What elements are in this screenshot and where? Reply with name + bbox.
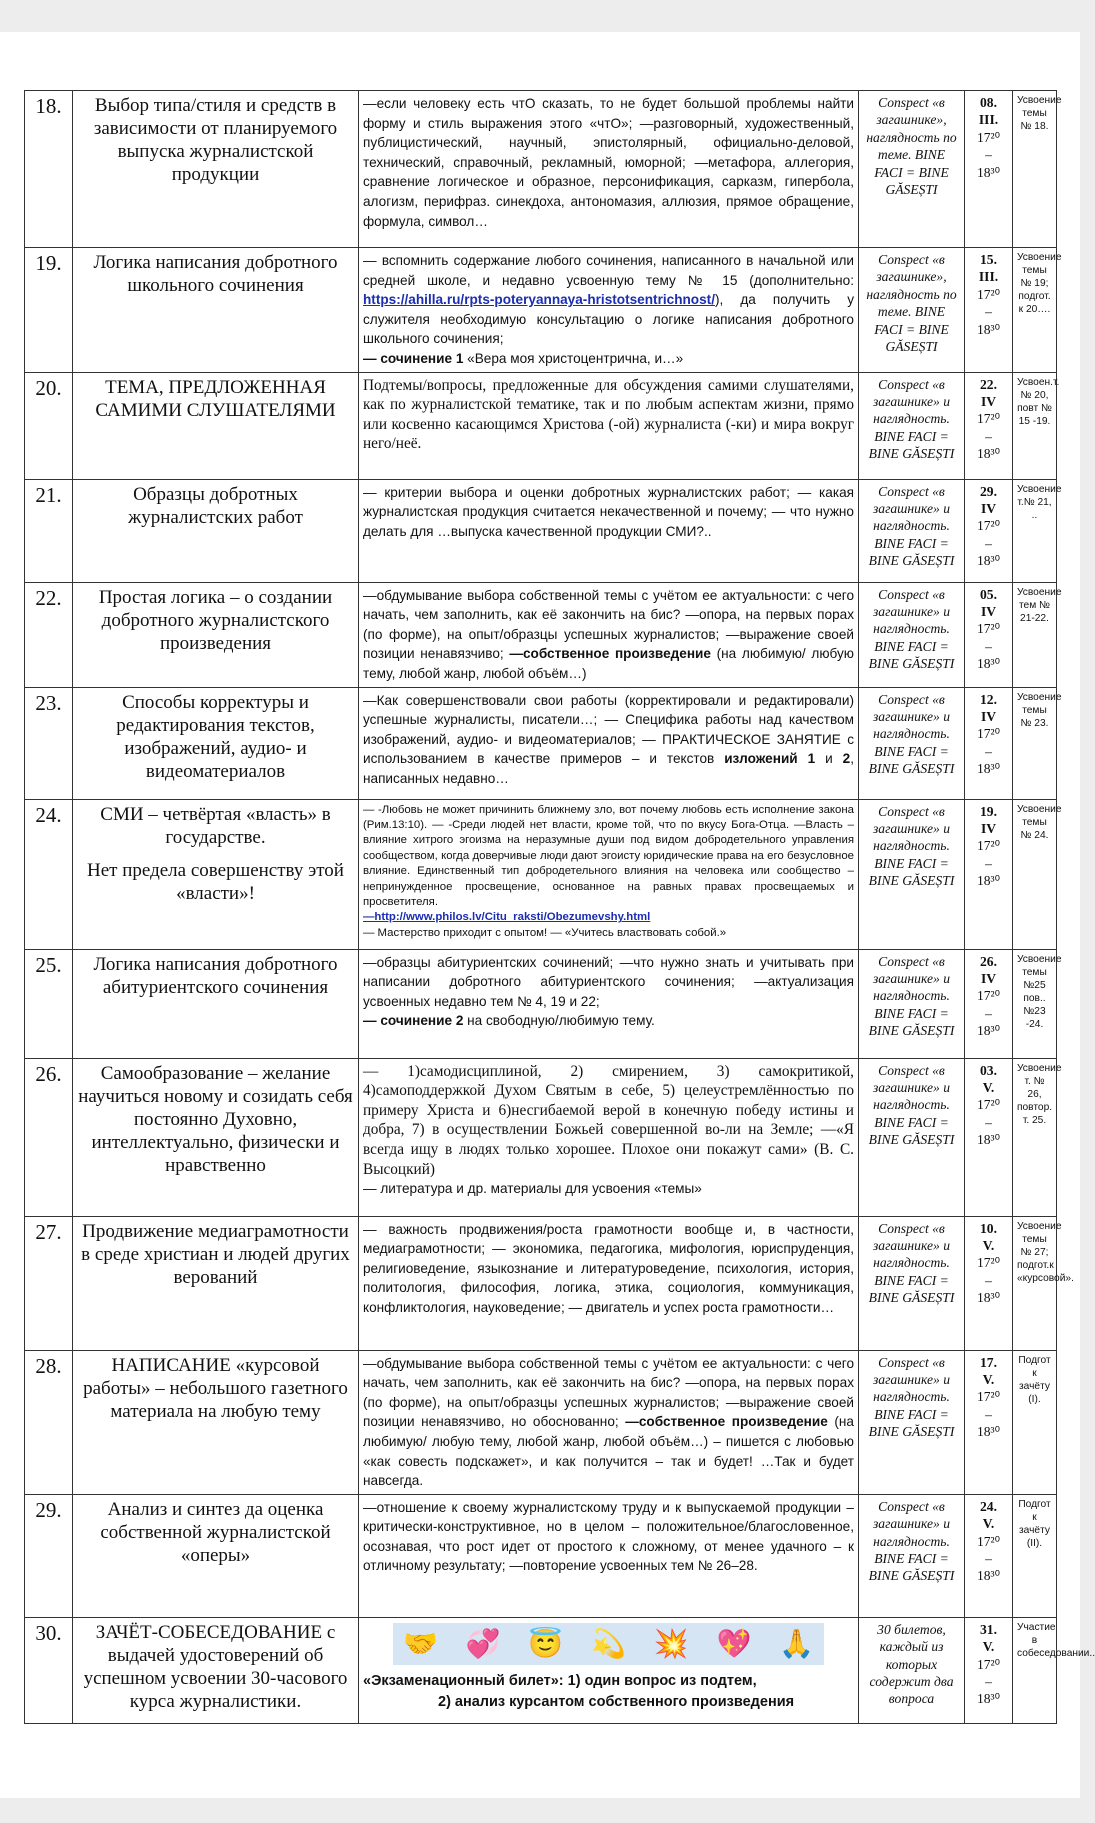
praying-hands-icon: 🙏	[779, 1627, 814, 1659]
row-topic: ТЕМА, ПРЕДЛОЖЕННАЯ САМИМИ СЛУШАТЕЛЯМИ	[73, 372, 359, 479]
row-date	[965, 687, 1013, 799]
time-start: 17²⁰	[976, 286, 1001, 302]
row-result: Усвоение темы № 23.	[1013, 687, 1057, 799]
row-description	[359, 1617, 859, 1723]
row-topic	[73, 799, 359, 949]
row-topic: НАПИСАНИЕ «курсовой работы» – небольшого газетного материала на любую тему	[73, 1350, 359, 1494]
row-number: 28.	[25, 1350, 73, 1494]
time-end: 18³⁰	[976, 1691, 1001, 1707]
date-month: IV	[980, 820, 997, 836]
row-number: 18.	[25, 91, 73, 248]
time-end: 18³⁰	[976, 553, 1001, 569]
desc-text: — 1)самодисциплиной, 2) смирением, 3) самокритикой, 4)самоподдержкой Духом Святым в себе, 5) целеустремлённостью по примеру Христа и 6)несгибаемой верой в конечную победу истины и добра, 7) в осуществлении Божьей совершенной во-ли на Земле; —«Я всегда ищу в людях только хорошее. Плохое они покажут сами» (В. С. Высоцкий)	[363, 1062, 854, 1178]
date-day: 12.	[980, 691, 997, 707]
essay-label: — сочинение 2	[363, 1013, 464, 1029]
row-topic: Простая логика – о создании добротного журналистского произведения	[73, 582, 359, 687]
row-method: Conspect «в загашнике», наглядность по теме. BINE FACI = BINE GĂSEȘTI	[859, 248, 965, 373]
row-result: Усвоение темы № 18.	[1013, 91, 1057, 248]
date-day: 26.	[980, 953, 997, 969]
date-day: 15.	[980, 252, 997, 267]
date-month: III.	[978, 269, 999, 285]
row-number: 30.	[25, 1617, 73, 1723]
table-row	[25, 582, 1057, 687]
angel-face-icon: 😇	[528, 1627, 564, 1659]
row-description	[359, 1058, 859, 1216]
row-number: 23.	[25, 687, 73, 799]
row-date	[965, 949, 1013, 1058]
ticket-line: «Экзаменационный билет»: 1) один вопрос из подтем,	[363, 1672, 757, 1689]
emoji-strip	[393, 1623, 824, 1665]
table-row	[25, 248, 1057, 373]
date-month: IV	[980, 970, 997, 986]
row-description	[359, 949, 859, 1058]
row-method: Conspect «в загашнике» и наглядность. BINE FACI = BINE GĂSEȘTI	[859, 949, 965, 1058]
date-day: 17.	[980, 1354, 997, 1370]
desc-text: , написанных недавно…	[363, 751, 854, 786]
desc-text: —обдумывание выбора собственной темы с учётом ее актуальности: с чего начать, чем заполнить, как её закончить на бис? —опора, на первых порах (по форме), на опыт/образцы успешных журналистов; —выражение своей позиции ненавязчиво, но обоснованно;	[363, 1355, 854, 1430]
date-day: 19.	[980, 803, 997, 819]
row-date	[965, 1216, 1013, 1350]
row-result: Усвоение темы № 27; подгот.к «курсовой».	[1013, 1216, 1057, 1350]
date-month: IV	[980, 603, 997, 619]
row-result: Усвоение темы № 19; подгот. к 20….	[1013, 248, 1057, 373]
row-result: Подгот к зачёту (II).	[1013, 1494, 1057, 1617]
table-row	[25, 91, 1057, 248]
time-dash: –	[985, 1406, 992, 1422]
desc-text: на свободную/любимую тему.	[463, 1013, 655, 1029]
row-date	[965, 248, 1013, 373]
time-dash: –	[985, 743, 992, 759]
time-start: 17²⁰	[976, 518, 1001, 534]
time-end: 18³⁰	[976, 446, 1001, 462]
row-method: Conspect «в загашнике» и наглядность. BINE FACI = BINE GĂSEȘTI	[859, 479, 965, 582]
table-body	[25, 91, 1095, 1724]
row-topic: ЗАЧЁТ-СОБЕСЕДОВАНИЕ с выдачей удостоверений об успешном усвоении 30-часового курса журналистики.	[73, 1617, 359, 1723]
row-description: — критерии выбора и оценки добротных журналистских работ; — какая журналистская продукция считается некачественной и почему; — что нужно делать для …выпуска качественной продукции СМИ?..	[359, 479, 859, 582]
time-end: 18³⁰	[976, 656, 1001, 672]
desc-text: (на любимую/ любую тему, любой жанр, любой объём…)	[363, 646, 854, 681]
time-end: 18³⁰	[976, 1290, 1001, 1306]
time-end: 18³⁰	[976, 873, 1001, 889]
row-description: Подтемы/вопросы, предложенные для обсуждения самими слушателями, как по журналистской тематике, так и по любым аспектам жизни, прямо или косвенно касающимся Христова (-ой) журналиста (-ки) и мира вокруг него/неё.	[359, 372, 859, 479]
row-result: Усвоение тем № 21-22.	[1013, 582, 1057, 687]
ticket-line: 2) анализ курсантом собственного произведения	[438, 1693, 795, 1710]
topic-line: Нет предела совершенству этой «власти»!	[87, 859, 344, 904]
row-topic: Анализ и синтез да оценка собственной журналистской «оперы»	[73, 1494, 359, 1617]
time-dash: –	[985, 147, 992, 163]
row-description: —отношение к своему журналистскому труду и к выпускаемой продукции – критически-конструктивное, но в целом – положительное/благословенное, осознавая, что рост идет от простого к сложному, от менее удачного – к отличному результату; —повторение усвоенных тем № 26–28.	[359, 1494, 859, 1617]
row-number: 24.	[25, 799, 73, 949]
time-dash: –	[985, 638, 992, 654]
table-row	[25, 1216, 1057, 1350]
desc-text: —обдумывание выбора собственной темы с учётом ее актуальности: с чего начать, чем заполнить, как её закончить на бис? —опора, на первых порах (по форме), на опыт/образцы успешных журналистов; —выражение своей позиции ненавязчиво;	[363, 587, 854, 662]
row-description	[359, 1350, 859, 1494]
handshake-icon: 🤝	[403, 1627, 438, 1659]
time-end: 18³⁰	[976, 1424, 1001, 1440]
time-end: 18³⁰	[976, 321, 1001, 337]
desc-text: — Мастерство приходит с опытом! — «Учитесь властвовать собой.»	[363, 926, 727, 939]
table-row	[25, 799, 1057, 949]
date-month: IV	[980, 393, 997, 409]
date-day: 29.	[980, 483, 997, 499]
row-method: 30 билетов, каждый из которых содержит два вопроса	[859, 1617, 965, 1723]
row-number: 19.	[25, 248, 73, 373]
row-number: 21.	[25, 479, 73, 582]
row-result: Усвоение темы № 24.	[1013, 799, 1057, 949]
row-date	[965, 1058, 1013, 1216]
row-result: Участие в собеседовании..	[1013, 1617, 1057, 1723]
row-result: Усвоение т. № 26, повтор. т. 25.	[1013, 1058, 1057, 1216]
summary-label: 2	[842, 751, 851, 767]
date-day: 08.	[980, 95, 997, 110]
table-row	[25, 372, 1057, 479]
time-dash: –	[985, 304, 992, 320]
row-topic: Логика написания добротного абитуриентского сочинения	[73, 949, 359, 1058]
course-plan-table	[24, 90, 1095, 1724]
date-month: V.	[982, 1516, 995, 1532]
date-day: 05.	[980, 586, 997, 602]
date-day: 03.	[980, 1062, 997, 1078]
row-topic: Продвижение медиаграмотности в среде христиан и людей других верований	[73, 1216, 359, 1350]
own-work-label: —собственное произведение	[509, 646, 711, 662]
time-start: 17²⁰	[976, 621, 1001, 637]
row-description	[359, 582, 859, 687]
document-sheet	[0, 32, 1095, 1798]
row-method: Conspect «в загашнике», наглядность по теме. BINE FACI = BINE GĂSEȘTI	[859, 91, 965, 248]
row-description	[359, 799, 859, 949]
time-dash: –	[985, 1550, 992, 1566]
time-dash: –	[985, 1005, 992, 1021]
exam-ticket	[363, 1671, 854, 1713]
row-method: Conspect «в загашнике» и наглядность. BINE FACI = BINE GĂSEȘTI	[859, 1350, 965, 1494]
time-dash: –	[985, 1272, 992, 1288]
time-end: 18³⁰	[976, 1023, 1001, 1039]
row-method: Conspect «в загашнике» и наглядность. BINE FACI = BINE GĂSEȘTI	[859, 687, 965, 799]
row-method: Conspect «в загашнике» и наглядность. BINE FACI = BINE GĂSEȘTI	[859, 1058, 965, 1216]
desc-text: «Вера моя христоцентрична, и…»	[463, 350, 684, 366]
row-result: Усвоение темы №25 пов.. №23 -24.	[1013, 949, 1057, 1058]
date-day: 24.	[980, 1498, 997, 1514]
time-dash: –	[985, 1673, 992, 1689]
date-day: 31.	[980, 1621, 997, 1637]
time-start: 17²⁰	[976, 838, 1001, 854]
row-date	[965, 479, 1013, 582]
date-month: V.	[982, 1237, 995, 1253]
collision-icon: 💥	[653, 1627, 689, 1659]
row-method: Conspect «в загашнике» и наглядность. BINE FACI = BINE GĂSEȘTI	[859, 1216, 965, 1350]
row-description: — важность продвижения/роста грамотности вообще и, в частности, медиаграмотности; — экономика, педагогика, мифология, юриспруденция, религиоведение, языкознание и литературоведение, психология, история, политология, философия, логика, этика, социология, коммуникация, конфликтология, науковедение; — двигатель и успех роста грамотности…	[359, 1216, 859, 1350]
own-work-label: —собственное произведение	[625, 1414, 828, 1430]
row-description: —если человеку есть чтО сказать, то не будет большой проблемы найти форму и стиль выражения этого «чтО»; —разговорный, художественный, публицистический, научный, эпистолярный, официально-деловой, технический, справочный, рекламный, юморной; —метафора, аллегория, сравнение логическое и образное, персонификация, сарказм, гипербола, алогизм, перифраз. синекдоха, антономазия, аллюзия, прямое обращение, формула, символ…	[359, 91, 859, 248]
time-start: 17²⁰	[976, 1656, 1001, 1672]
row-description	[359, 687, 859, 799]
row-topic: Способы корректуры и редактирования текстов, изображений, аудио- и видеоматериалов	[73, 687, 359, 799]
time-start: 17²⁰	[976, 988, 1001, 1004]
row-date	[965, 1350, 1013, 1494]
time-start: 17²⁰	[976, 726, 1001, 742]
time-start: 17²⁰	[976, 411, 1001, 427]
table-row	[25, 1350, 1057, 1494]
ahilla-link[interactable]: https://ahilla.ru/rpts-poteryannaya-hristotsentrichnost/	[363, 292, 715, 308]
row-topic: Самообразование – желание научиться новому и созидать себя постоянно Духовно, интеллектуально, физически и нравственно	[73, 1058, 359, 1216]
row-number: 20.	[25, 372, 73, 479]
row-date	[965, 1617, 1013, 1723]
date-month: III.	[978, 112, 999, 128]
summary-label: изложений 1	[724, 751, 816, 767]
row-date	[965, 799, 1013, 949]
row-date	[965, 1494, 1013, 1617]
row-method: Conspect «в загашнике» и наглядность. BINE FACI = BINE GĂSEȘTI	[859, 1494, 965, 1617]
time-end: 18³⁰	[976, 164, 1001, 180]
date-month: V.	[982, 1639, 995, 1655]
heart-ribbon-icon: 💖	[716, 1627, 752, 1659]
table-row	[25, 687, 1057, 799]
row-topic: Выбор типа/стиля и средств в зависимости от планируемого выпуска журналистской продукции	[73, 91, 359, 248]
row-method: Conspect «в загашнике» и наглядность. BINE FACI = BINE GĂSEȘTI	[859, 799, 965, 949]
desc-text: (на любимую/ любую тему, любой жанр, любой объём…) – пишется с любовью «как совесть подскажет», и как получится – так и будет! …Так и будет навсегда.	[363, 1414, 854, 1489]
row-number: 27.	[25, 1216, 73, 1350]
row-method: Conspect «в загашнике» и наглядность. BINE FACI = BINE GĂSEȘTI	[859, 582, 965, 687]
time-dash: –	[985, 1114, 992, 1130]
time-end: 18³⁰	[976, 1132, 1001, 1148]
time-end: 18³⁰	[976, 1568, 1001, 1584]
time-start: 17²⁰	[976, 129, 1001, 145]
row-result: Усвоен.т. № 20, повт № 15 -19.	[1013, 372, 1057, 479]
date-day: 22.	[980, 376, 997, 392]
row-date	[965, 91, 1013, 248]
date-day: 10.	[980, 1220, 997, 1236]
row-date	[965, 582, 1013, 687]
row-number: 26.	[25, 1058, 73, 1216]
time-dash: –	[985, 428, 992, 444]
desc-text: ), да получить у служителя необходимую консультацию о логике написания добротного школьного сочинения;	[363, 292, 854, 347]
desc-text: —образцы абитуриентских сочинений; —что нужно знать и учитывать при написании добротного абитуриентского сочинения; —актуализация усвоенных недавно тем № 4, 19 и 22;	[363, 954, 854, 1009]
row-topic: Образцы добротных журналистских работ	[73, 479, 359, 582]
desc-text: — вспомнить содержание любого сочинения, написанного в начальной или средней школе, и недавно усвоенную тему № 15 (дополнительно:	[363, 253, 854, 288]
desc-text: — литература и др. материалы для усвоения «темы»	[363, 1181, 702, 1197]
time-start: 17²⁰	[976, 1097, 1001, 1113]
time-start: 17²⁰	[976, 1533, 1001, 1549]
row-topic: Логика написания добротного школьного сочинения	[73, 248, 359, 373]
time-start: 17²⁰	[976, 1255, 1001, 1271]
row-result: Усвоение т.№ 21, ..	[1013, 479, 1057, 582]
philos-link[interactable]: —http://www.philos.lv/Citu_raksti/Obezumevshy.html	[363, 911, 651, 924]
date-month: IV	[980, 708, 997, 724]
topic-line: СМИ – четвёртая «власть» в государстве.	[100, 803, 331, 848]
essay-label: — сочинение 1	[363, 350, 464, 366]
time-start: 17²⁰	[976, 1389, 1001, 1405]
time-dash: –	[985, 535, 992, 551]
table-row	[25, 1058, 1057, 1216]
table-row	[25, 1494, 1057, 1617]
table-row	[25, 479, 1057, 582]
desc-text: —Как совершенствовали свои работы (корректировали и редактировали) успешные журналисты, писатели…; — Специфика работы над качеством изображений, аудио- и видеоматериалов; — ПРАКТИЧЕСКОЕ ЗАНЯТИЕ с использованием в качестве примеров – и текстов	[363, 692, 854, 767]
row-number: 29.	[25, 1494, 73, 1617]
dizzy-star-icon: 💫	[591, 1627, 626, 1659]
date-month: V.	[982, 1079, 995, 1095]
time-end: 18³⁰	[976, 761, 1001, 777]
row-method: Conspect «в загашнике» и наглядность. BINE FACI = BINE GĂSEȘTI	[859, 372, 965, 479]
desc-text: и	[815, 751, 843, 767]
row-number: 22.	[25, 582, 73, 687]
row-description	[359, 248, 859, 373]
row-number: 25.	[25, 949, 73, 1058]
desc-text: — -Любовь не может причинить ближнему зло, вот почему любовь есть исполнение закона (Рим.13:10). — -Среди людей нет власти, кроме той, что по вкусу Бога-Отца. —Власть – влияние хитрого эгоизма на неразумные души под видом добродетельного управления сообществом, когда доверчивые люди дают эгоисту юридические права на его безусловное влияние. Единственный тип добродетельного влияния на человека или сообщество – непринужденное просвещение, основанное на равных правах просвещаемых и просветителя.	[363, 803, 854, 908]
row-result: Подгот к зачёту (I).	[1013, 1350, 1057, 1494]
table-row	[25, 1617, 1057, 1723]
row-date	[965, 372, 1013, 479]
date-month: V.	[982, 1371, 995, 1387]
date-month: IV	[980, 500, 997, 516]
table-row	[25, 949, 1057, 1058]
hearts-icon: 💞	[465, 1627, 501, 1659]
time-dash: –	[985, 855, 992, 871]
